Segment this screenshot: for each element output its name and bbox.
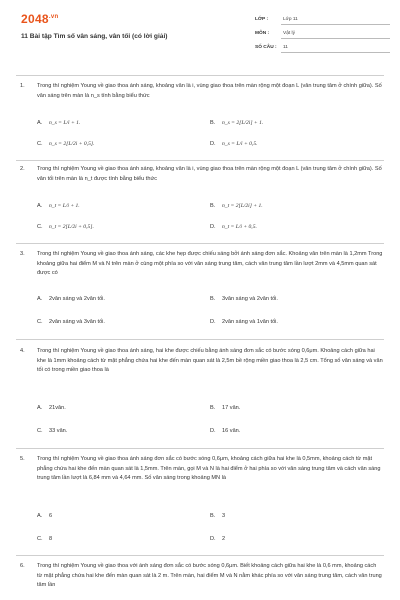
option-label: B. bbox=[210, 296, 216, 302]
option-label: A. bbox=[37, 203, 43, 209]
option-label: D. bbox=[210, 536, 216, 542]
option-text: n_s = L/i + 1. bbox=[49, 120, 81, 126]
option-label: C. bbox=[37, 224, 43, 230]
option-text: n_s = 2[L/2i + 0,5]. bbox=[49, 141, 95, 147]
option-text: 21vân. bbox=[49, 405, 66, 411]
option-text: 17 vân. bbox=[222, 405, 241, 411]
option-text: 2vân sáng và 2vân tối. bbox=[49, 296, 105, 302]
meta-label: MÔN : bbox=[255, 31, 270, 36]
option-text: 33 vân. bbox=[49, 428, 68, 434]
option-label: B. bbox=[210, 405, 216, 411]
meta-underline bbox=[281, 24, 390, 25]
meta-value: 11 bbox=[283, 45, 288, 50]
option-label: C. bbox=[37, 319, 43, 325]
option-text: 3 bbox=[222, 513, 226, 519]
meta-label: LỚP : bbox=[255, 17, 269, 22]
option-label: D. bbox=[210, 428, 216, 434]
question-number: 6. bbox=[20, 563, 25, 569]
site-logo[interactable] bbox=[21, 12, 58, 26]
meta-underline bbox=[281, 52, 390, 53]
option-label: C. bbox=[37, 141, 43, 147]
option-text: 2 bbox=[222, 536, 226, 542]
option-text: n_t = L/i + 0,5. bbox=[222, 224, 257, 230]
option-text: 2vân sáng và 3vân tối. bbox=[49, 319, 105, 325]
option-text: n_t = 2[L/2i + 0,5]. bbox=[49, 224, 94, 230]
option-text: 3vân sáng và 2vân tối. bbox=[222, 296, 278, 302]
meta-value: Vật lý bbox=[283, 31, 295, 36]
question-text: Trong thí nghiệm Young về giao thoa ánh sáng, khoảng vân là i, vùng giao thoa trên màn rộng một đoạn L (vân trung tâm ở chính giữa). Số vân tối trên màn là n_t được tính bằng biểu thức bbox=[37, 166, 382, 182]
option-label: C. bbox=[37, 536, 43, 542]
question-divider bbox=[16, 555, 384, 556]
question-number: 5. bbox=[20, 456, 25, 462]
question-text: Trong thí nghiệm Young về giao thoa ánh sáng, khoảng vân là i, vùng giao thoa trên màn rộng một đoạn L (vân trung tâm ở chính giữa). Số vân sáng trên màn là n_s tính bằng biểu thức bbox=[37, 83, 382, 99]
question-text: Trong thí nghiệm Young về giao thoa ánh sáng, hai khe được chiếu bằng ánh sáng đơn sắc có bước sóng 0,6μm. Khoảng cách giữa hai khe là 1mm khoảng cách từ mặt phẳng chứa hai khe đến màn quan sát là 2,5m bề rộng miền giao thoa là 2,5 cm. Tổng số vân sáng và vân tối có trong miền giao thoa là bbox=[37, 348, 383, 374]
question-text: Trong thí nghiệm Young về giao thoa ánh sáng đơn sắc có bước sóng 0,6μm, khoảng cách giữa hai khe là 0,5mm, khoảng cách từ mặt phẳng chứa hai khe đến màn quan sát là 1,5mm. Trên màn, gọi M và N là hai điểm ở hai phía so với vân sáng trung tâm và cách vân sáng trung tâm lần lượt là 6,84 mm và 4,64 mm. Số vân sáng trong khoảng MN là bbox=[37, 456, 381, 482]
option-label: A. bbox=[37, 120, 43, 126]
question-divider bbox=[16, 243, 384, 244]
option-label: D. bbox=[210, 141, 216, 147]
option-text: n_t = 2[L/2i] + 1. bbox=[222, 203, 263, 209]
option-label: C. bbox=[37, 428, 43, 434]
document-header bbox=[0, 0, 400, 56]
meta-label: SỐ CÂU : bbox=[255, 45, 277, 50]
question-text: Trong thí nghiệm Young về giao thoa với ánh sáng đơn sắc có bước sóng 0,6μm. Biết khoảng cách giữa hai khe là 0,6 mm, khoảng cách từ mặt phẳng chứa hai khe đến màn quan sát là 2 m. Trên màn, hai điểm M và N nằm khác phía so với vân sáng trung tâm, cách vân trung tâm lần bbox=[37, 563, 382, 589]
meta-underline bbox=[281, 38, 390, 39]
option-label: D. bbox=[210, 319, 216, 325]
logo-text: 2048 bbox=[21, 12, 49, 26]
option-label: A. bbox=[37, 296, 43, 302]
section-divider bbox=[16, 75, 384, 76]
option-label: B. bbox=[210, 120, 216, 126]
option-text: n_s = L/i + 0,5. bbox=[222, 141, 258, 147]
option-text: 2vân sáng và 1vân tối. bbox=[222, 319, 278, 325]
question-divider bbox=[16, 160, 384, 161]
option-text: 8 bbox=[49, 536, 53, 542]
question-number: 3. bbox=[20, 251, 25, 257]
meta-value: Lớp 11 bbox=[283, 17, 298, 22]
option-text: n_s = 2[L/2i] + 1. bbox=[222, 120, 264, 126]
logo-suffix: .vn bbox=[48, 14, 59, 20]
option-label: B. bbox=[210, 513, 216, 519]
question-number: 4. bbox=[20, 348, 25, 354]
option-text: 6 bbox=[49, 513, 53, 519]
option-label: A. bbox=[37, 405, 43, 411]
question-divider bbox=[16, 448, 384, 449]
option-text: 16 vân. bbox=[222, 428, 241, 434]
option-label: A. bbox=[37, 513, 43, 519]
option-text: n_t = L/i + 1. bbox=[49, 203, 80, 209]
question-text: Trong thí nghiệm Young về giao thoa ánh sáng, các khe hẹp được chiếu sáng bởi ánh sáng đơn sắc. Khoảng vân trên màn là 1,2mm Trong khoảng giữa hai điểm M và N trên màn ở cùng một phía so với vân sáng trung tâm, cách vân trung tâm lần lượt 2mm và 4,5mm quan sát được có bbox=[37, 251, 383, 277]
document-title: 11 Bài tập Tìm số vân sáng, vân tối (có lời giải) bbox=[21, 33, 168, 40]
question-number: 2. bbox=[20, 166, 25, 172]
question-divider bbox=[16, 339, 384, 340]
question-number: 1. bbox=[20, 83, 25, 89]
option-label: B. bbox=[210, 203, 216, 209]
option-label: D. bbox=[210, 224, 216, 230]
